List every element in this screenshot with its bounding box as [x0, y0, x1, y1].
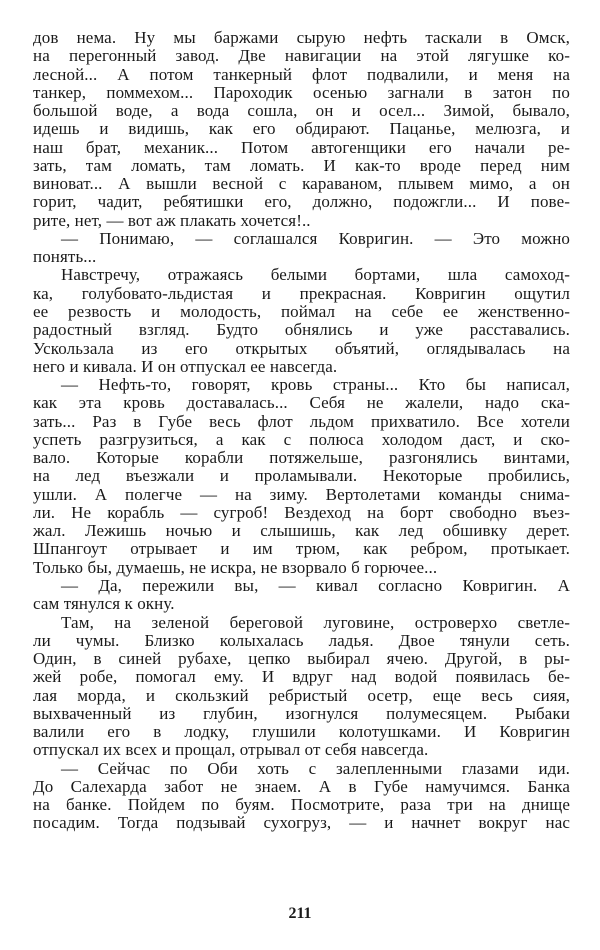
text-line: зать... Раз в Губе весь флот льдом прихватило. Все хотели [33, 411, 570, 431]
text-line: — Сейчас по Оби хоть с залепленными глазами иди. [61, 758, 570, 778]
text-line: — Да, пережили вы, — кивал согласно Ковригин. А [61, 575, 570, 595]
text-line: отпускал их всех и прощал, отрывал от себя навсегда. [33, 740, 429, 760]
text-line: ка, голубовато-льдистая и прекрасная. Ковригин ощутил [33, 283, 570, 303]
text-line: Один, в синей рубахе, цепко выбирал ячею. Другой, в ры- [33, 649, 570, 669]
paragraph [33, 577, 570, 614]
text-line: танкер, поммехом... Пароходик осенью загнали в затон по [33, 82, 570, 102]
text-line: виноват... А вышли весной с караваном, плывем мимо, а он [33, 174, 570, 194]
text-line: сам тянулся к окну. [33, 594, 175, 614]
paragraph [33, 230, 570, 267]
text-line: ее резвость и молодость, поймал на себе ее женственно- [33, 301, 570, 321]
text-line: него и кивала. И он отпускал ее навсегда. [33, 356, 338, 376]
text-line: — Понимаю, — соглашался Ковригин. — Это можно [61, 228, 570, 248]
text-line: ушли. А полегче — на зиму. Вертолетами команды снима- [33, 484, 570, 504]
body-text [33, 29, 570, 833]
text-line: успеть разгрузиться, а как с полюса холодом даст, и ско- [33, 429, 570, 449]
text-line: радостный взгляд. Будто обнялись и уже расставались. [33, 320, 570, 340]
text-line: До Салехарда забот не знаем. А в Губе намучимся. Банка [33, 776, 570, 796]
text-line: зать, там ломать, там ломать. И как-то вроде перед ним [33, 155, 570, 175]
text-line: жал. Лежишь ночью и слышишь, как лед обшивку дерет. [33, 521, 570, 541]
text-line: ли. Не корабль — сугроб! Вездеход на борт свободно въез- [33, 502, 570, 522]
text-line: дов нема. Ну мы баржами сырую нефть таскали в Омск, [33, 28, 570, 47]
paragraph [33, 266, 570, 376]
text-line: Только бы, думаешь, не искра, не взорвало б горючее... [33, 557, 438, 577]
text-line: посадим. Тогда подзывай сухогруз, — и начнет вокруг нас [33, 813, 570, 833]
text-line: Там, на зеленой береговой луговине, островерхо светле- [61, 612, 570, 632]
text-line: — Нефть-то, говорят, кровь страны... Кто бы написал, [61, 375, 570, 395]
text-line: вало. Которые корабли потяжельше, разгонялись винтами, [33, 448, 570, 468]
text-line: ли чумы. Близко колыхалась ладья. Двое тянули сеть. [33, 630, 570, 650]
paragraph [33, 760, 570, 833]
text-line: наш брат, механик... Потом автогенщики его начали ре- [33, 137, 570, 157]
text-line: лая морда, и скользкий ребристый осетр, еще весь сияя, [33, 685, 570, 705]
text-line: на лед въезжали и проламывали. Некоторые пробились, [33, 466, 570, 486]
text-line: Шпангоут отрывает и им трюм, как ребром, протыкает. [33, 539, 570, 559]
text-line: на банке. Пойдем по буям. Посмотрите, раза три на днище [33, 795, 570, 815]
text-line: идешь и видишь, как его обдирают. Пацанье, мелюзга, и [33, 119, 570, 139]
page-number: 211 [288, 905, 312, 922]
text-line: выхваченный из глубин, изогнулся полумесяцем. Рыбаки [33, 703, 570, 723]
text-line: как эта кровь доставалась... Себя не жалели, надо ска- [33, 393, 570, 413]
text-line: рите, нет, — вот аж плакать хочется!.. [33, 210, 311, 230]
paragraph [33, 614, 570, 760]
text-line: Навстречу, отражаясь белыми бортами, шла самоход- [61, 265, 570, 285]
text-line: жей робе, помогал ему. И вдруг над водой появилась бе- [33, 667, 570, 687]
text-line: лесной... А потом танкерный флот подвалили, и меня на [33, 64, 570, 84]
text-line: на перегонный завод. Две навигации на этой лягушке ко- [33, 46, 570, 66]
text-line: большой воде, а вода сошла, он и осел... Зимой, бывало, [33, 101, 570, 121]
text-line: горит, чадит, ребятишки его, должно, подожгли... И пове- [33, 192, 570, 212]
paragraph [33, 29, 570, 230]
paragraph [33, 376, 570, 577]
text-line: Ускользала из его открытых объятий, оглядывалась на [33, 338, 570, 358]
text-line: понять... [33, 247, 97, 267]
text-line: валили его в лодку, глушили колотушками. И Ковригин [33, 722, 570, 742]
